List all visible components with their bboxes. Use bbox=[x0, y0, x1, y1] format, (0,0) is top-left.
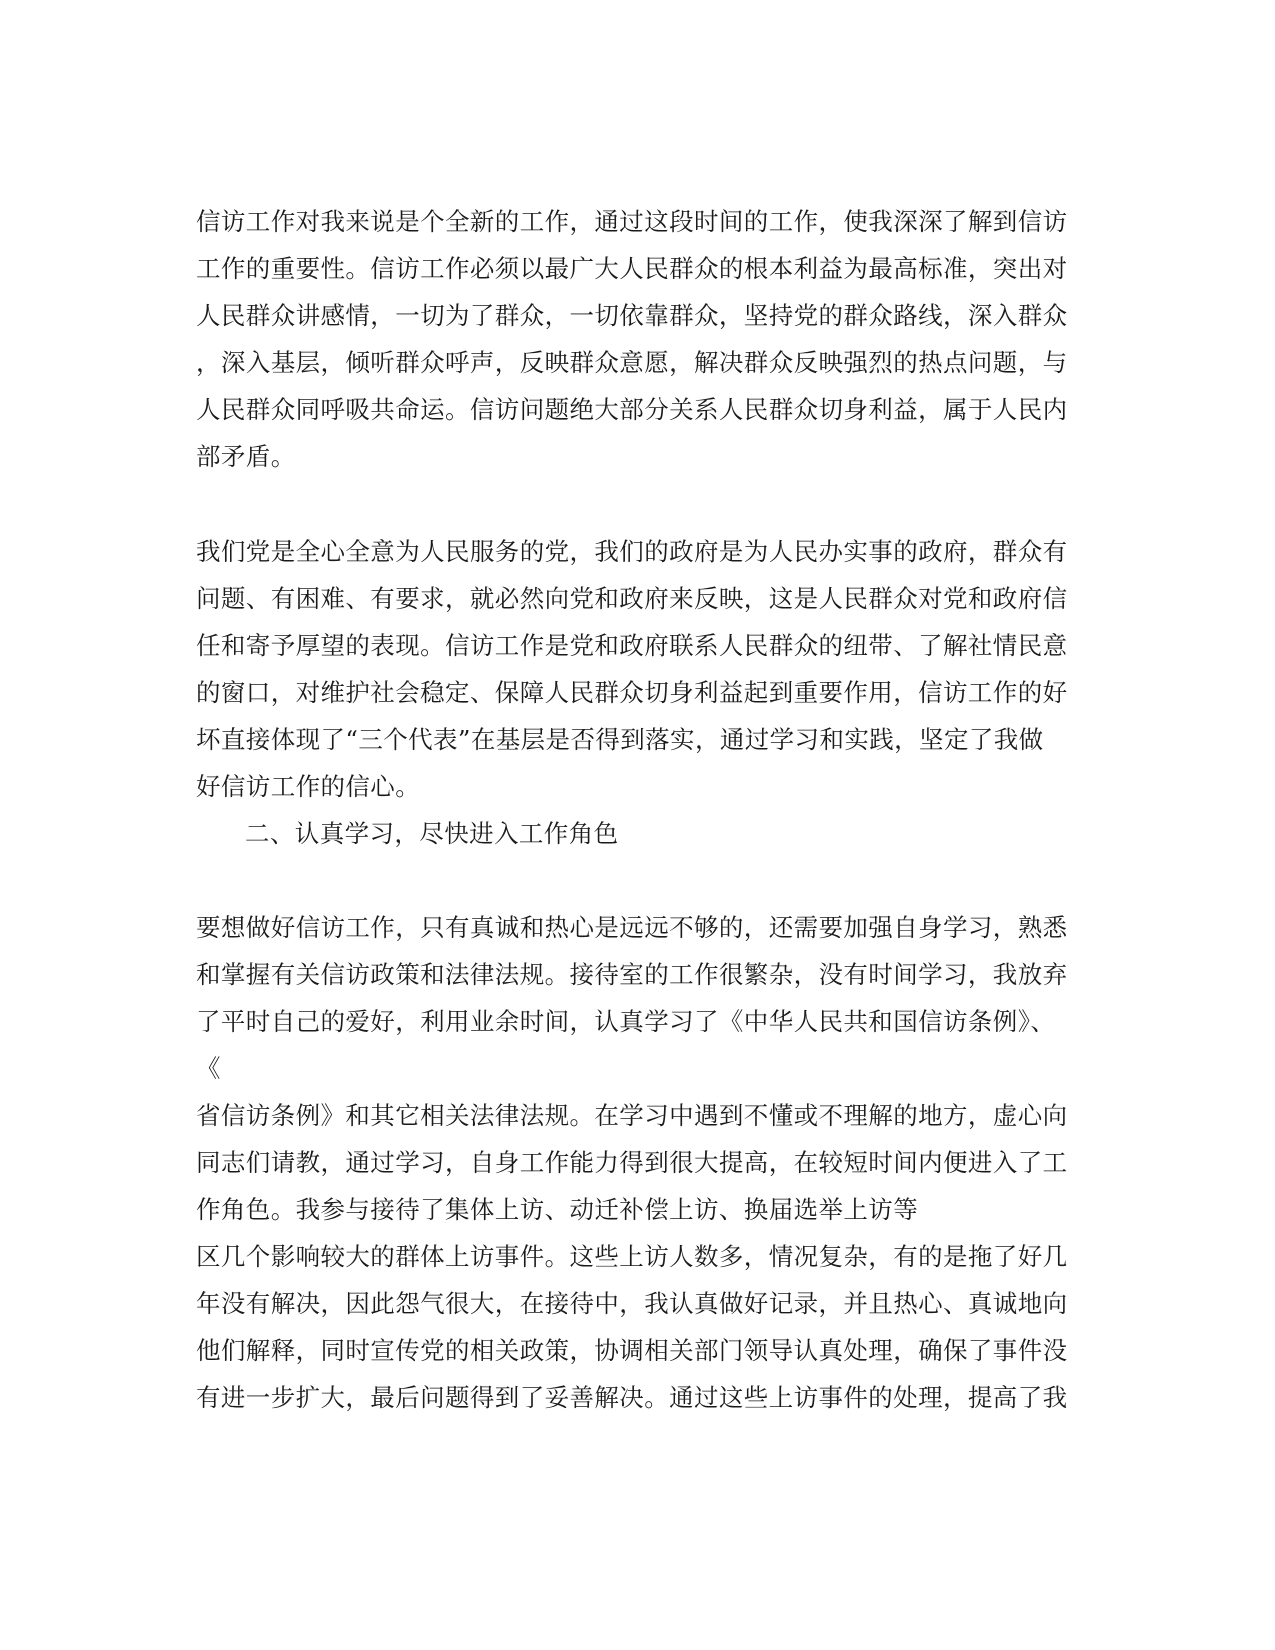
paragraph-3-line-1: 要想做好信访工作，只有真诚和热心是远远不够的，还需要加强自身学习，熟悉 bbox=[196, 913, 1068, 942]
section-heading: 二、认真学习，尽快进入工作角色 bbox=[245, 819, 619, 848]
paragraph-2-line-1: 我们党是全心全意为人民服务的党，我们的政府是为人民办实事的政府，群众有 bbox=[196, 537, 1068, 566]
paragraph-3-line-11: 有进一步扩大，最后问题得到了妥善解决。通过这些上访事件的处理，提高了我 bbox=[196, 1383, 1068, 1412]
paragraph-3-line-5: 省信访条例》和其它相关法律法规。在学习中遇到不懂或不理解的地方，虚心向 bbox=[196, 1101, 1068, 1130]
paragraph-3-line-6: 同志们请教，通过学习，自身工作能力得到很大提高，在较短时间内便进入了工 bbox=[196, 1148, 1068, 1177]
paragraph-2-line-4: 的窗口，对维护社会稳定、保障人民群众切身利益起到重要作用，信访工作的好 bbox=[196, 678, 1068, 707]
paragraph-3-line-2: 和掌握有关信访政策和法律法规。接待室的工作很繁杂，没有时间学习，我放弃 bbox=[196, 960, 1068, 989]
paragraph-1-line-4: ，深入基层，倾听群众呼声，反映群众意愿，解决群众反映强烈的热点问题，与 bbox=[196, 348, 1068, 377]
paragraph-2-line-2: 问题、有困难、有要求，就必然向党和政府来反映，这是人民群众对党和政府信 bbox=[196, 584, 1068, 613]
paragraph-2-line-3: 任和寄予厚望的表现。信访工作是党和政府联系人民群众的纽带、了解社情民意 bbox=[196, 631, 1068, 660]
paragraph-3-line-9: 年没有解决，因此怨气很大，在接待中，我认真做好记录，并且热心、真诚地向 bbox=[196, 1289, 1068, 1318]
paragraph-1-line-3: 人民群众讲感情，一切为了群众，一切依靠群众，坚持党的群众路线，深入群众 bbox=[196, 301, 1068, 330]
paragraph-1-line-6: 部矛盾。 bbox=[196, 442, 296, 471]
paragraph-1-line-5: 人民群众同呼吸共命运。信访问题绝大部分关系人民群众切身利益，属于人民内 bbox=[196, 395, 1068, 424]
paragraph-1-line-1: 信访工作对我来说是个全新的工作，通过这段时间的工作，使我深深了解到信访 bbox=[196, 207, 1068, 236]
paragraph-3-line-10: 他们解释，同时宣传党的相关政策，协调相关部门领导认真处理，确保了事件没 bbox=[196, 1336, 1068, 1365]
paragraph-2-line-6: 好信访工作的信心。 bbox=[196, 772, 421, 801]
paragraph-1-line-2: 工作的重要性。信访工作必须以最广大人民群众的根本利益为最高标准，突出对 bbox=[196, 254, 1068, 283]
paragraph-3-line-4: 《 bbox=[196, 1054, 221, 1083]
paragraph-3-line-7: 作角色。我参与接待了集体上访、动迁补偿上访、换届选举上访等 bbox=[196, 1195, 919, 1224]
paragraph-3-line-8: 区几个影响较大的群体上访事件。这些上访人数多，情况复杂，有的是拖了好几 bbox=[196, 1242, 1068, 1271]
paragraph-3-line-3: 了平时自己的爱好，利用业余时间，认真学习了《中华人民共和国信访条例》、 bbox=[196, 1007, 1056, 1036]
paragraph-2-line-5: 坏直接体现了“三个代表”在基层是否得到落实，通过学习和实践，坚定了我做 bbox=[196, 725, 1044, 754]
